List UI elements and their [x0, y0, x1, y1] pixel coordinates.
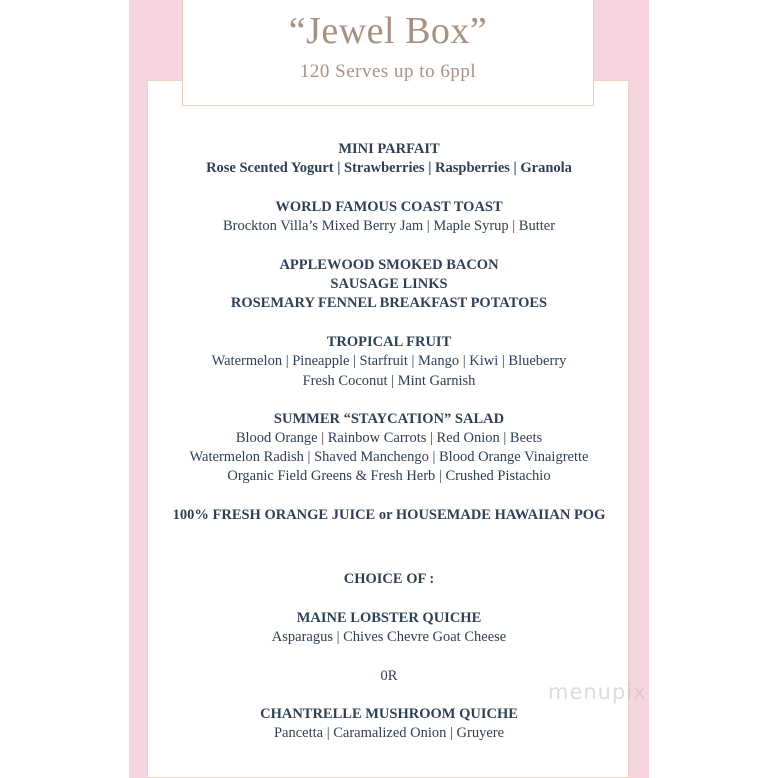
salad-heading: SUMMER “STAYCATION” SALAD — [273, 411, 505, 427]
menu-title: “Jewel Box” — [288, 10, 488, 52]
mushroom-quiche-heading: CHANTRELLE MUSHROOM QUICHE — [260, 706, 518, 722]
parfait-detail: Rose Scented Yogurt | Strawberries | Raspberries | Granola — [206, 160, 572, 176]
toast-heading: WORLD FAMOUS COAST TOAST — [275, 199, 503, 215]
fruit-heading: TROPICAL FRUIT — [326, 334, 452, 350]
menu-subtitle: 120 Serves up to 6ppl — [299, 61, 477, 82]
lobster-quiche-detail: Asparagus | Chives Chevre Goat Cheese — [271, 629, 507, 645]
fruit-detail-2: Fresh Coconut | Mint Garnish — [302, 373, 476, 389]
toast-detail: Brockton Villa’s Mixed Berry Jam | Maple Syrup | Butter — [222, 218, 556, 234]
salad-detail-1: Blood Orange | Rainbow Carrots | Red Onion | Beets — [235, 430, 543, 446]
choice-heading: CHOICE OF : — [343, 571, 435, 587]
fruit-detail-1: Watermelon | Pineapple | Starfruit | Mango | Kiwi | Blueberry — [211, 353, 567, 369]
or-separator: 0R — [380, 668, 398, 684]
menupix-watermark: menupix — [548, 680, 647, 704]
bacon-item: APPLEWOOD SMOKED BACON — [279, 257, 499, 273]
juice-item: 100% FRESH ORANGE JUICE or HOUSEMADE HAWAIIAN POG — [172, 507, 606, 523]
parfait-heading: MINI PARFAIT — [338, 141, 440, 157]
potatoes-item: ROSEMARY FENNEL BREAKFAST POTATOES — [230, 295, 548, 311]
sausage-item: SAUSAGE LINKS — [330, 276, 448, 292]
mushroom-quiche-detail: Pancetta | Caramalized Onion | Gruyere — [273, 725, 505, 741]
lobster-quiche-heading: MAINE LOBSTER QUICHE — [296, 610, 482, 626]
title-box — [182, 0, 594, 106]
salad-detail-3: Organic Field Greens & Fresh Herb | Crushed Pistachio — [227, 468, 551, 484]
salad-detail-2: Watermelon Radish | Shaved Manchengo | Blood Orange Vinaigrette — [189, 449, 589, 465]
